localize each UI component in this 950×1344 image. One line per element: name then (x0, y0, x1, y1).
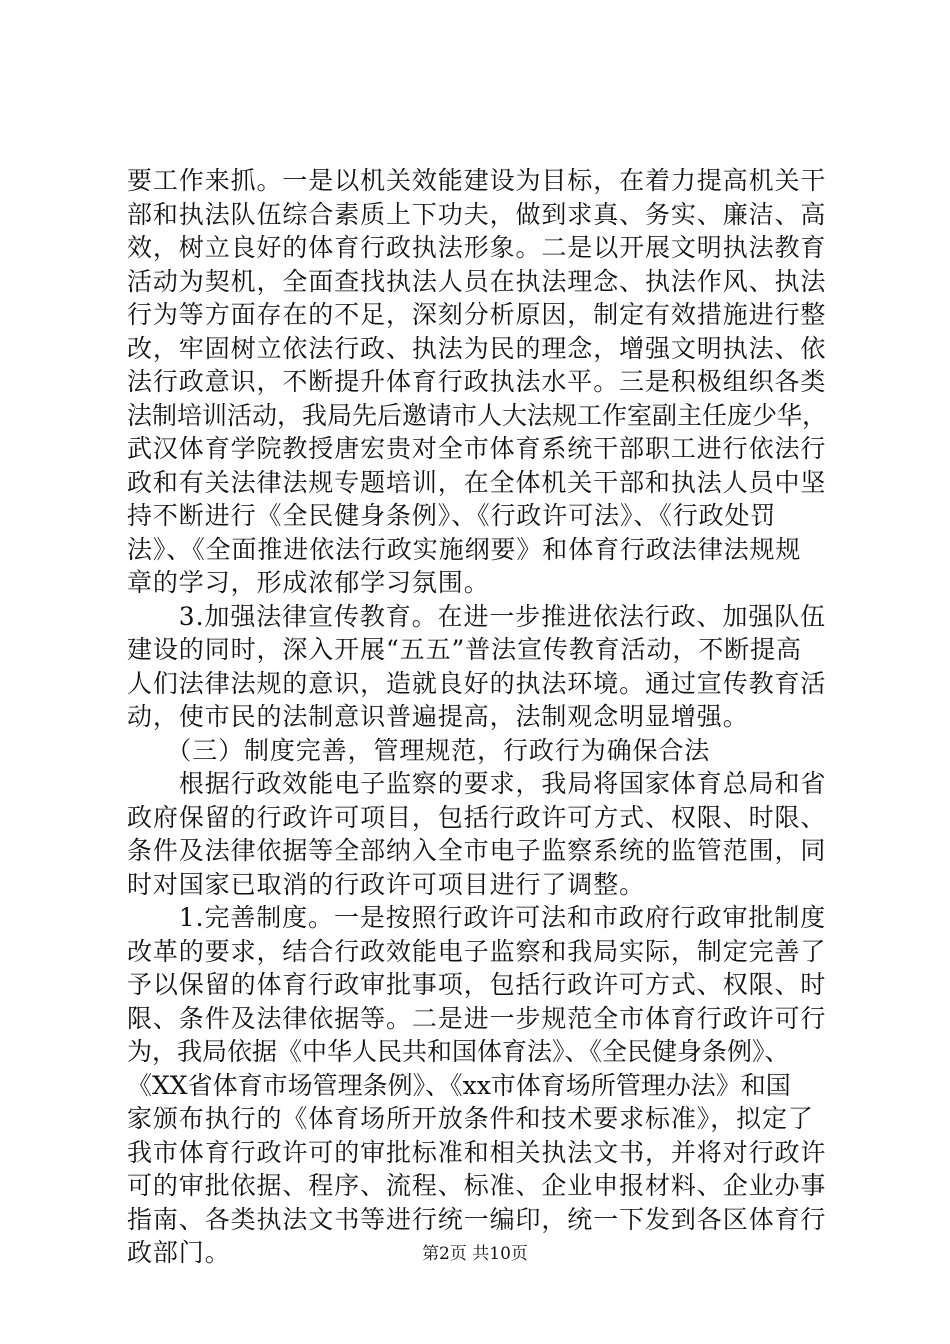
text-line: 为，我局依据《中华人民共和国体育法》、《全民健身条例》、 (127, 1037, 790, 1066)
text-line: 活动为契机，全面查找执法人员在执法理念、执法作风、执法 (127, 266, 827, 296)
text-line: 改，牢固树立依法行政、执法为民的理念，增强文明执法、依 (127, 333, 827, 363)
text-line: 法制培训活动，我局先后邀请市人大法规工作室副主任庞少华， (127, 400, 828, 430)
text-line: 《XX省体育市场管理条例》、《xx市体育场所管理办法》和国 (127, 1070, 791, 1100)
text-line: 行为等方面存在的不足，深刻分析原因，制定有效措施进行整 (127, 300, 827, 329)
text-line: 法》、《全面推进依法行政实施纲要》和体育行政法律法规规 (127, 534, 802, 564)
text-line: 3.加强法律宣传教育。在进一步推进依法行政、加强队伍 (127, 601, 827, 631)
body-text (127, 164, 857, 1270)
text-line: 要工作来抓。一是以机关效能建设为目标，在着力提高机关干 (127, 166, 827, 195)
text-line: 政府保留的行政许可项目，包括行政许可方式、权限、时限、 (127, 802, 827, 832)
text-line: 政和有关法律法规专题培训，在全体机关干部和执法人员中坚 (127, 467, 827, 497)
text-line: 武汉体育学院教授唐宏贵对全市体育系统干部职工进行依法行 (127, 434, 827, 463)
text-line: 时对国家已取消的行政许可项目进行了调整。 (127, 869, 646, 899)
text-line: 动，使市民的法制意识普遍提高，法制观念明显增强。 (127, 702, 749, 731)
text-line: 家颁布执行的《体育场所开放条件和技术要求标准》，拟定了 (127, 1104, 814, 1133)
text-line: 条件及法律依据等全部纳入全市电子监察系统的监管范围，同 (127, 836, 827, 865)
text-line: 部和执法队伍综合素质上下功夫，做到求真、务实、廉洁、高 (127, 199, 827, 229)
text-line: 限、条件及法律依据等。二是进一步规范全市体育行政许可行 (127, 1003, 827, 1033)
text-line: 持不断进行《全民健身条例》、《行政许可法》、《行政处罚 (127, 501, 777, 530)
text-line: 建设的同时，深入开展“五五”普法宣传教育活动，不断提高 (127, 635, 802, 664)
text-line: 可的审批依据、程序、流程、标准、企业申报材料、企业办事 (127, 1171, 827, 1200)
text-line: 政部门。 (127, 1238, 231, 1267)
page-number-footer: 第2页 共10页 (422, 1244, 528, 1264)
text-line: 我市体育行政许可的审批标准和相关执法文书，并将对行政许 (127, 1137, 827, 1167)
text-line: 予以保留的体育行政审批事项，包括行政许可方式、权限、时 (127, 970, 827, 999)
text-line: 法行政意识，不断提升体育行政执法水平。三是积极组织各类 (127, 367, 827, 396)
text-line: 章的学习，形成浓郁学习氛围。 (127, 568, 490, 597)
text-line: 人们法律法规的意识，造就良好的执法环境。通过宣传教育活 (127, 668, 827, 698)
text-line: 指南、各类执法文书等进行统一编印，统一下发到各区体育行 (127, 1204, 827, 1234)
section-heading: （三）制度完善，管理规范，行政行为确保合法 (127, 735, 711, 765)
text-line: 1.完善制度。一是按照行政许可法和市政府行政审批制度 (127, 903, 827, 932)
text-line: 根据行政效能电子监察的要求，我局将国家体育总局和省 (127, 769, 827, 798)
text-line: 效，树立良好的体育行政执法形象。二是以开展文明执法教育 (127, 233, 827, 262)
text-line: 改革的要求，结合行政效能电子监察和我局实际，制定完善了 (127, 936, 827, 966)
